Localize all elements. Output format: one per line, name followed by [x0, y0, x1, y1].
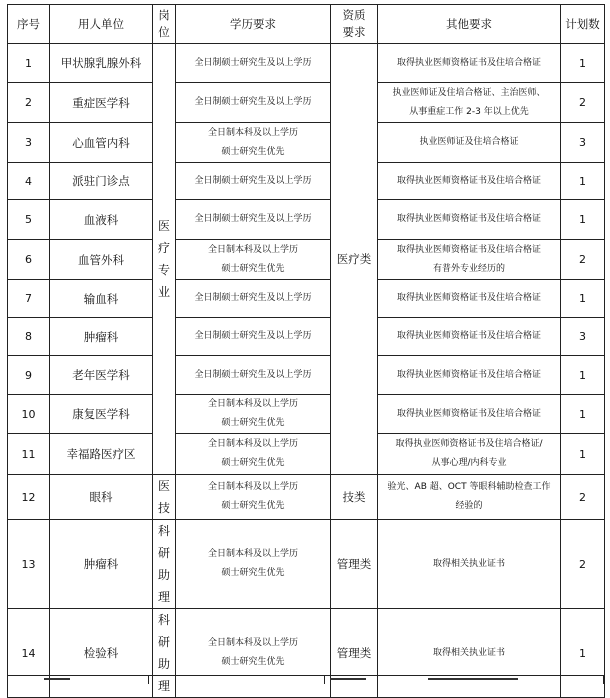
row-count: 1 [561, 395, 605, 434]
row-count: 2 [561, 83, 605, 123]
row-unit: 派驻门诊点 [50, 163, 153, 200]
row-other: 取得相关执业证书 [378, 520, 561, 609]
row-education: 全日制硕士研究生及以上学历 [176, 163, 331, 200]
row-unit: 幸福路医疗区 [50, 434, 153, 475]
row-other: 取得执业医师资格证书及住培合格证 [378, 318, 561, 356]
table-row [8, 318, 605, 356]
row-education: 全日制本科及以上学历 硕士研究生优先 [176, 434, 331, 475]
row-other: 取得执业医师资格证书及住培合格证 [378, 280, 561, 318]
table-row [8, 163, 605, 200]
row-unit: 检验科 [50, 609, 153, 698]
row-education: 全日制硕士研究生及以上学历 [176, 200, 331, 240]
row-unit: 肿瘤科 [50, 520, 153, 609]
row-number: 11 [8, 434, 50, 475]
qualification-tech: 技类 [331, 475, 378, 520]
position-research: 科 研 助 理 [153, 609, 176, 698]
row-count: 2 [561, 240, 605, 280]
table-row [8, 475, 605, 520]
header-qualification: 资质 要求 [331, 5, 378, 44]
row-unit: 眼科 [50, 475, 153, 520]
qualification-research: 管理类 [331, 520, 378, 609]
table-row [8, 83, 605, 123]
row-other: 执业医师证及住培合格证、主治医师、 从事重症工作 2-3 年以上优先 [378, 83, 561, 123]
header-no: 序号 [8, 5, 50, 44]
row-other: 取得执业医师资格证书及住培合格证 有普外专业经历的 [378, 240, 561, 280]
row-education: 全日制硕士研究生及以上学历 [176, 280, 331, 318]
header-unit: 用人单位 [50, 5, 153, 44]
cropped-next-row [0, 675, 610, 684]
row-count: 1 [561, 163, 605, 200]
row-number: 4 [8, 163, 50, 200]
row-count: 2 [561, 520, 605, 609]
row-education: 全日制本科及以上学历 硕士研究生优先 [176, 123, 331, 163]
row-education: 全日制硕士研究生及以上学历 [176, 44, 331, 83]
row-other: 取得执业医师资格证书及住培合格证 [378, 200, 561, 240]
header-other: 其他要求 [378, 5, 561, 44]
row-other: 取得相关执业证书 [378, 609, 561, 698]
row-number: 2 [8, 83, 50, 123]
row-education: 全日制硕士研究生及以上学历 [176, 318, 331, 356]
row-education: 全日制本科及以上学历 硕士研究生优先 [176, 475, 331, 520]
row-number: 12 [8, 475, 50, 520]
row-education: 全日制本科及以上学历 硕士研究生优先 [176, 520, 331, 609]
row-number: 6 [8, 240, 50, 280]
row-count: 3 [561, 123, 605, 163]
header-count: 计划数 [561, 5, 605, 44]
row-other: 取得执业医师资格证书及住培合格证 [378, 163, 561, 200]
table-row [8, 356, 605, 395]
row-number: 3 [8, 123, 50, 163]
row-other: 取得执业医师资格证书及住培合格证 [378, 44, 561, 83]
row-other: 取得执业医师资格证书及住培合格证/ 从事心理/内科专业 [378, 434, 561, 475]
row-education: 全日制硕士研究生及以上学历 [176, 83, 331, 123]
table-row [8, 240, 605, 280]
row-other: 执业医师证及住培合格证 [378, 123, 561, 163]
row-number: 5 [8, 200, 50, 240]
row-education: 全日制本科及以上学历 硕士研究生优先 [176, 240, 331, 280]
row-unit: 肿瘤科 [50, 318, 153, 356]
table-row [8, 280, 605, 318]
row-number: 14 [8, 609, 50, 698]
row-count: 1 [561, 200, 605, 240]
row-unit: 血管外科 [50, 240, 153, 280]
table-row [8, 123, 605, 163]
row-number: 7 [8, 280, 50, 318]
row-number: 9 [8, 356, 50, 395]
position-research: 科 研 助 理 [153, 520, 176, 609]
row-count: 3 [561, 318, 605, 356]
header-education: 学历要求 [176, 5, 331, 44]
row-unit: 输血科 [50, 280, 153, 318]
row-count: 1 [561, 609, 605, 698]
qualification-research: 管理类 [331, 609, 378, 698]
row-count: 2 [561, 475, 605, 520]
row-education: 全日制硕士研究生及以上学历 [176, 356, 331, 395]
header-row [8, 5, 605, 44]
table-row [8, 395, 605, 434]
row-unit: 甲状腺乳腺外科 [50, 44, 153, 83]
recruitment-table [7, 4, 605, 698]
row-count: 1 [561, 356, 605, 395]
row-count: 1 [561, 280, 605, 318]
table-row [8, 520, 605, 609]
row-count: 1 [561, 434, 605, 475]
row-other: 验光、AB 超、OCT 等眼科辅助检查工作 经验的 [378, 475, 561, 520]
row-unit: 血液科 [50, 200, 153, 240]
row-unit: 老年医学科 [50, 356, 153, 395]
row-number: 1 [8, 44, 50, 83]
position-medical: 医 疗 专 业 [153, 44, 176, 475]
row-unit: 重症医学科 [50, 83, 153, 123]
position-tech: 医 技 [153, 475, 176, 520]
header-position: 岗 位 [153, 5, 176, 44]
row-other: 取得执业医师资格证书及住培合格证 [378, 356, 561, 395]
table-row [8, 200, 605, 240]
row-number: 8 [8, 318, 50, 356]
table-row [8, 434, 605, 475]
row-number: 10 [8, 395, 50, 434]
row-other: 取得执业医师资格证书及住培合格证 [378, 395, 561, 434]
qualification-medical: 医疗类 [331, 44, 378, 475]
row-education: 全日制本科及以上学历 硕士研究生优先 [176, 609, 331, 698]
table-row [8, 44, 605, 83]
row-unit: 心血管内科 [50, 123, 153, 163]
row-education: 全日制本科及以上学历 硕士研究生优先 [176, 395, 331, 434]
row-number: 13 [8, 520, 50, 609]
row-count: 1 [561, 44, 605, 83]
row-unit: 康复医学科 [50, 395, 153, 434]
table-row [8, 609, 605, 698]
